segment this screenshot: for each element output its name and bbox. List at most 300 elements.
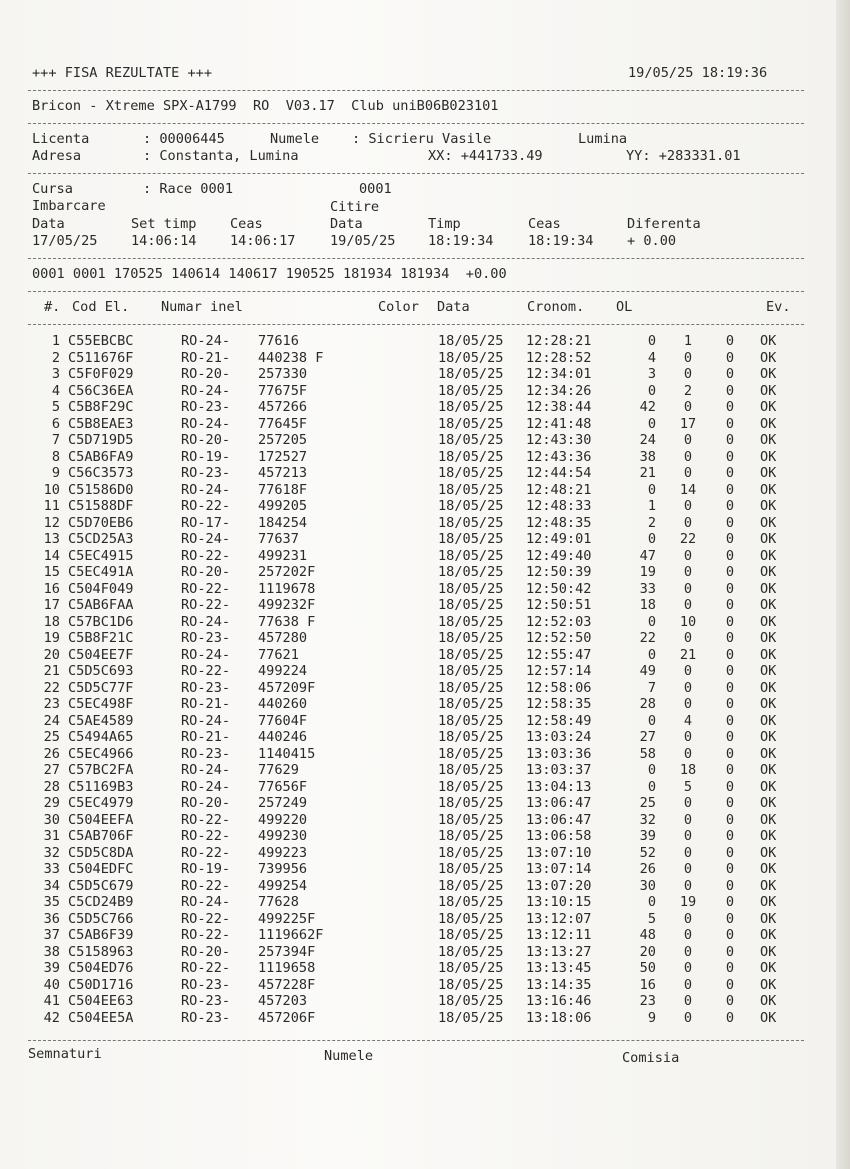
cell-ev: OK — [760, 399, 777, 415]
table-row — [0, 498, 850, 515]
cell-ring-number: 457228F — [258, 976, 316, 993]
cell-ol-a: 1 — [647, 498, 656, 514]
citire-label: Citire — [330, 199, 380, 215]
cell-ring-number: 457209F — [258, 679, 316, 696]
table-row — [0, 630, 850, 647]
cell-ring-prefix: RO-20- — [181, 795, 231, 811]
table-row — [0, 581, 850, 598]
cell-num: 37 — [43, 927, 60, 943]
cell-ol-c: 0 — [725, 415, 735, 432]
cell-ev: OK — [760, 333, 777, 349]
cell-ring-number: 77618F — [258, 481, 308, 498]
divider — [28, 123, 804, 124]
cell-ring-prefix: RO-20- — [181, 564, 231, 580]
table-row — [0, 416, 850, 433]
cell-ev: OK — [760, 580, 777, 597]
cell-ring-number: 257202F — [258, 564, 316, 580]
cell-ol-a: 0 — [647, 613, 656, 630]
th-cod: Cod El. — [72, 299, 130, 315]
th-cronom: Cronom. — [527, 299, 585, 315]
cell-date: 18/05/25 — [438, 877, 504, 894]
cell-ring-prefix: RO-22- — [181, 927, 231, 943]
cell-ev: OK — [760, 547, 777, 564]
val-timp: 18:19:34 — [428, 233, 494, 249]
cursa-value: : Race 0001 — [143, 181, 234, 197]
cell-time: 13:14:35 — [526, 976, 592, 993]
cell-ol-b: 0 — [683, 1009, 693, 1026]
cell-time: 13:04:13 — [526, 778, 592, 795]
cell-ol-c: 0 — [725, 729, 735, 745]
cell-date: 18/05/25 — [438, 762, 504, 778]
cell-num: 19 — [43, 630, 60, 646]
cell-date: 18/05/25 — [438, 663, 504, 679]
cell-ring-prefix: RO-22- — [181, 663, 231, 679]
cell-ol-c: 0 — [725, 795, 735, 811]
cell-ol-b: 0 — [683, 795, 693, 811]
cell-ring-prefix: RO-19- — [181, 861, 231, 877]
cell-cod: C51586D0 — [68, 481, 134, 498]
cell-ring-number: 77638 F — [258, 613, 316, 630]
cell-cod: C5B8F29C — [68, 399, 134, 415]
cell-date: 18/05/25 — [438, 547, 504, 564]
cell-ol-c: 0 — [725, 811, 735, 828]
table-row — [0, 729, 850, 746]
cell-cod: C504F049 — [68, 580, 134, 597]
divider — [28, 324, 804, 325]
sheet-title: +++ FISA REZULTATE +++ — [32, 65, 213, 81]
cell-ring-number: 499220 — [258, 811, 308, 828]
cell-cod: C51588DF — [68, 498, 134, 514]
cell-cod: C504EE63 — [68, 993, 134, 1009]
cell-ring-prefix: RO-24- — [181, 894, 231, 910]
cell-ol-c: 0 — [725, 481, 735, 498]
cell-ev: OK — [760, 415, 777, 432]
cell-cod: C5AB6F39 — [68, 927, 134, 943]
cell-cod: C50D1716 — [68, 976, 134, 993]
table-row — [0, 762, 850, 779]
cell-ring-number: 499232F — [258, 597, 316, 613]
cell-date: 18/05/25 — [438, 399, 504, 415]
cell-ring-prefix: RO-20- — [181, 943, 231, 960]
cell-num: 25 — [43, 729, 60, 745]
cell-ol-c: 0 — [725, 894, 735, 910]
cell-ol-b: 19 — [679, 894, 697, 910]
cell-ev: OK — [760, 679, 777, 696]
cell-time: 12:49:40 — [526, 547, 592, 564]
table-row — [0, 927, 850, 944]
cell-ring-prefix: RO-22- — [181, 960, 231, 976]
cell-ring-number: 257249 — [258, 795, 308, 811]
cell-ol-b: 0 — [683, 448, 693, 465]
cell-ev: OK — [760, 811, 777, 828]
cell-ring-number: 77629 — [258, 762, 299, 778]
cell-num: 26 — [43, 745, 60, 762]
cell-ol-b: 4 — [683, 712, 693, 729]
cell-ol-a: 0 — [647, 894, 656, 910]
cell-ol-b: 0 — [683, 547, 693, 564]
cell-num: 24 — [43, 712, 60, 729]
cell-ol-b: 2 — [683, 382, 693, 399]
cell-ol-c: 0 — [725, 465, 735, 481]
adresa-label: Adresa — [32, 148, 82, 164]
cell-ol-a: 38 — [639, 448, 656, 465]
table-row — [0, 779, 850, 796]
cell-ev: OK — [760, 382, 777, 399]
cell-ev: OK — [760, 564, 777, 580]
cell-date: 18/05/25 — [438, 894, 504, 910]
cell-ring-number: 257205 — [258, 432, 308, 448]
cell-num: 39 — [43, 960, 60, 976]
cell-ol-c: 0 — [725, 448, 735, 465]
table-row — [0, 548, 850, 565]
table-row — [0, 465, 850, 482]
cell-ev: OK — [760, 943, 777, 960]
cell-ev: OK — [760, 762, 777, 778]
cell-time: 12:58:35 — [526, 696, 592, 712]
cell-ol-b: 0 — [683, 432, 693, 448]
cell-date: 18/05/25 — [438, 465, 504, 481]
cell-ring-prefix: RO-22- — [181, 910, 231, 927]
cell-ev: OK — [760, 1009, 777, 1026]
cell-ev: OK — [760, 877, 777, 894]
divider — [28, 173, 804, 174]
cell-ol-b: 0 — [683, 399, 693, 415]
cell-ol-b: 0 — [683, 993, 693, 1009]
cell-ring-number: 77604F — [258, 712, 308, 729]
cell-ev: OK — [760, 531, 777, 547]
cell-ol-b: 0 — [683, 465, 693, 481]
cell-date: 18/05/25 — [438, 1009, 504, 1026]
cell-ol-a: 0 — [647, 415, 656, 432]
cell-date: 18/05/25 — [438, 811, 504, 828]
cell-ol-c: 0 — [725, 976, 735, 993]
cell-time: 12:38:44 — [526, 399, 592, 415]
table-row — [0, 977, 850, 994]
cell-ev: OK — [760, 646, 777, 663]
cell-ol-c: 0 — [725, 844, 735, 861]
cell-ol-b: 0 — [683, 679, 693, 696]
cell-ol-a: 32 — [639, 811, 656, 828]
cell-cod: C5F0F029 — [68, 366, 134, 382]
table-row — [0, 861, 850, 878]
table-row — [0, 746, 850, 763]
cell-date: 18/05/25 — [438, 679, 504, 696]
cell-ev: OK — [760, 349, 777, 366]
cell-date: 18/05/25 — [438, 729, 504, 745]
cell-ev: OK — [760, 927, 777, 943]
cell-num: 28 — [43, 778, 60, 795]
cell-time: 12:52:50 — [526, 630, 592, 646]
cell-ev: OK — [760, 778, 777, 795]
cell-ol-c: 0 — [725, 597, 735, 613]
summary-line: 0001 0001 170525 140614 140617 190525 181934 181934 +0.00 — [32, 266, 507, 282]
semnaturi-label: Semnaturi — [28, 1046, 102, 1062]
th-num: #. — [44, 299, 61, 315]
cell-num: 40 — [43, 976, 60, 993]
cell-ol-c: 0 — [725, 960, 735, 976]
cell-date: 18/05/25 — [438, 861, 504, 877]
table-row — [0, 696, 850, 713]
cell-date: 18/05/25 — [438, 630, 504, 646]
cell-ol-b: 22 — [679, 531, 697, 547]
licenta-value: : 00006445 — [143, 131, 225, 147]
cell-ol-b: 0 — [683, 630, 693, 646]
table-row — [0, 960, 850, 977]
cell-cod: C5D5C77F — [68, 679, 134, 696]
cell-ol-a: 18 — [639, 597, 656, 613]
cell-ring-number: 77656F — [258, 778, 308, 795]
cell-ol-c: 0 — [725, 498, 735, 514]
val-ceas-2: 18:19:34 — [528, 233, 594, 249]
cell-ol-b: 0 — [683, 811, 693, 828]
cell-ring-number: 499223 — [258, 844, 308, 861]
cell-ring-number: 457203 — [258, 993, 308, 1009]
cell-ev: OK — [760, 729, 777, 745]
cell-ol-c: 0 — [725, 745, 735, 762]
cell-ol-a: 4 — [647, 349, 656, 366]
cell-ol-a: 26 — [639, 861, 656, 877]
cell-ol-c: 0 — [725, 646, 735, 663]
cell-time: 13:18:06 — [526, 1009, 592, 1026]
cell-date: 18/05/25 — [438, 432, 504, 448]
cell-ring-prefix: RO-17- — [181, 514, 231, 531]
cell-ev: OK — [760, 960, 777, 976]
cell-ol-c: 0 — [725, 943, 735, 960]
cell-cod: C5CD24B9 — [68, 894, 134, 910]
cell-ol-a: 33 — [639, 580, 656, 597]
cell-ol-c: 0 — [725, 531, 735, 547]
col-data-1: Data — [32, 216, 65, 232]
cell-time: 13:06:47 — [526, 795, 592, 811]
cell-ol-c: 0 — [725, 564, 735, 580]
th-color: Color — [378, 299, 419, 315]
cell-cod: C504EE7F — [68, 646, 134, 663]
cell-ev: OK — [760, 745, 777, 762]
cell-ring-number: 77637 — [258, 531, 299, 547]
table-row — [0, 944, 850, 961]
cell-date: 18/05/25 — [438, 580, 504, 597]
cell-ol-c: 0 — [725, 877, 735, 894]
cell-ol-b: 0 — [683, 927, 693, 943]
cell-ol-a: 47 — [639, 547, 656, 564]
cell-cod: C51169B3 — [68, 778, 134, 795]
table-row — [0, 795, 850, 812]
cell-num: 38 — [43, 943, 60, 960]
cell-ring-prefix: RO-21- — [181, 349, 231, 366]
cell-ring-number: 440238 F — [258, 349, 324, 366]
cell-ol-a: 42 — [639, 399, 656, 415]
cell-time: 13:16:46 — [526, 993, 592, 1009]
cell-num: 36 — [43, 910, 60, 927]
cell-time: 13:06:58 — [526, 828, 592, 844]
cell-ol-c: 0 — [725, 547, 735, 564]
cell-ol-c: 0 — [725, 432, 735, 448]
cell-date: 18/05/25 — [438, 910, 504, 927]
cell-num: 30 — [43, 811, 60, 828]
cell-ol-b: 0 — [683, 910, 693, 927]
cell-ring-number: 739956 — [258, 861, 308, 877]
table-row — [0, 845, 850, 862]
table-row — [0, 366, 850, 383]
cell-ring-prefix: RO-19- — [181, 448, 231, 465]
cell-ring-number: 499231 — [258, 547, 308, 564]
cell-ev: OK — [760, 514, 777, 531]
numele-footer-label: Numele — [324, 1048, 374, 1064]
cell-cod: C56C3573 — [68, 465, 134, 481]
cell-num: 17 — [43, 597, 60, 613]
adresa-value: : Constanta, Lumina — [143, 148, 299, 164]
cell-ring-prefix: RO-22- — [181, 547, 231, 564]
cell-ol-c: 0 — [725, 630, 735, 646]
cell-date: 18/05/25 — [438, 943, 504, 960]
table-row — [0, 647, 850, 664]
th-data: Data — [437, 299, 470, 315]
cell-cod: C5AB6FA9 — [68, 448, 134, 465]
cell-ring-number: 499254 — [258, 877, 308, 894]
cell-ring-number: 1119658 — [258, 960, 316, 976]
cell-time: 13:03:24 — [526, 729, 592, 745]
cell-ol-c: 0 — [725, 613, 735, 630]
cell-ol-a: 0 — [647, 481, 656, 498]
cell-date: 18/05/25 — [438, 993, 504, 1009]
cell-ol-c: 0 — [725, 861, 735, 877]
cell-cod: C5D70EB6 — [68, 514, 134, 531]
cell-time: 13:03:36 — [526, 745, 592, 762]
cell-cod: C504ED76 — [68, 960, 134, 976]
cell-ring-number: 440246 — [258, 729, 308, 745]
cell-ol-b: 0 — [683, 514, 693, 531]
cell-ol-c: 0 — [725, 382, 735, 399]
cell-ring-prefix: RO-22- — [181, 597, 231, 613]
cell-ol-b: 5 — [683, 778, 693, 795]
cell-ol-c: 0 — [725, 762, 735, 778]
cell-time: 13:13:45 — [526, 960, 592, 976]
cell-time: 12:50:42 — [526, 580, 592, 597]
cell-date: 18/05/25 — [438, 976, 504, 993]
cell-time: 13:07:10 — [526, 844, 592, 861]
divider — [28, 258, 804, 259]
table-row — [0, 713, 850, 730]
cell-num: 14 — [43, 547, 60, 564]
cell-date: 18/05/25 — [438, 597, 504, 613]
val-diferenta: + 0.00 — [627, 233, 677, 249]
cell-cod: C57BC2FA — [68, 762, 134, 778]
cell-ev: OK — [760, 828, 777, 844]
comisia-label: Comisia — [622, 1050, 680, 1066]
cell-time: 12:52:03 — [526, 613, 592, 630]
cell-date: 18/05/25 — [438, 531, 504, 547]
cell-ev: OK — [760, 481, 777, 498]
table-row — [0, 597, 850, 614]
cell-cod: C5EC491A — [68, 564, 134, 580]
cell-ring-prefix: RO-22- — [181, 877, 231, 894]
cell-ol-c: 0 — [725, 663, 735, 679]
cell-ring-prefix: RO-22- — [181, 580, 231, 597]
cell-ol-a: 27 — [639, 729, 656, 745]
cell-ev: OK — [760, 465, 777, 481]
cell-ring-prefix: RO-24- — [181, 531, 231, 547]
cell-num: 3 — [51, 366, 60, 382]
cell-time: 13:12:11 — [526, 927, 592, 943]
cell-time: 13:10:15 — [526, 894, 592, 910]
cell-cod: C57BC1D6 — [68, 613, 134, 630]
cell-cod: C5AB6FAA — [68, 597, 134, 613]
cell-ol-a: 19 — [639, 564, 656, 580]
cell-ring-number: 77628 — [258, 894, 299, 910]
cell-cod: C5EC4979 — [68, 795, 134, 811]
table-row — [0, 449, 850, 466]
cell-ring-prefix: RO-22- — [181, 811, 231, 828]
cell-ol-a: 7 — [647, 679, 656, 696]
licenta-label: Licenta — [32, 131, 90, 147]
cell-ring-prefix: RO-21- — [181, 696, 231, 712]
cell-ol-a: 0 — [647, 333, 656, 349]
cell-num: 1 — [51, 333, 60, 349]
cell-date: 18/05/25 — [438, 844, 504, 861]
cell-ring-number: 499230 — [258, 828, 308, 844]
cell-ev: OK — [760, 613, 777, 630]
cell-date: 18/05/25 — [438, 366, 504, 382]
cell-num: 42 — [43, 1009, 60, 1026]
cell-ol-b: 17 — [679, 415, 697, 432]
cell-ol-a: 48 — [639, 927, 656, 943]
device-info: Bricon - Xtreme SPX-A1799 RO V03.17 Club uniB06B023101 — [32, 98, 499, 114]
cell-ring-prefix: RO-22- — [181, 498, 231, 514]
cell-ol-a: 0 — [647, 762, 656, 778]
cell-ol-c: 0 — [725, 778, 735, 795]
cell-ring-prefix: RO-24- — [181, 646, 231, 663]
cell-cod: C5494A65 — [68, 729, 134, 745]
cell-ol-a: 52 — [639, 844, 656, 861]
cell-ring-prefix: RO-23- — [181, 1009, 231, 1026]
cell-date: 18/05/25 — [438, 778, 504, 795]
cell-ev: OK — [760, 844, 777, 861]
cell-ev: OK — [760, 993, 777, 1009]
cell-time: 12:49:01 — [526, 531, 592, 547]
cell-time: 12:43:30 — [526, 432, 592, 448]
table-row — [0, 614, 850, 631]
cell-time: 12:34:01 — [526, 366, 592, 382]
cell-ev: OK — [760, 861, 777, 877]
col-ceas-2: Ceas — [528, 216, 561, 232]
cell-ol-c: 0 — [725, 993, 735, 1009]
cell-cod: C5AE4589 — [68, 712, 134, 729]
cell-ring-prefix: RO-23- — [181, 630, 231, 646]
cell-date: 18/05/25 — [438, 927, 504, 943]
cell-time: 12:57:14 — [526, 663, 592, 679]
cell-cod: C504EEFA — [68, 811, 134, 828]
cell-cod: C5D5C766 — [68, 910, 134, 927]
cell-ring-number: 457206F — [258, 1009, 316, 1026]
cell-date: 18/05/25 — [438, 613, 504, 630]
table-row — [0, 680, 850, 697]
table-row — [0, 432, 850, 449]
coord-xx: XX: +441733.49 — [428, 148, 543, 164]
cell-cod: C511676F — [68, 349, 134, 366]
cell-cod: C5D5C8DA — [68, 844, 134, 861]
cell-ring-prefix: RO-23- — [181, 465, 231, 481]
table-row — [0, 531, 850, 548]
cell-ol-b: 0 — [683, 663, 693, 679]
cell-num: 8 — [51, 448, 60, 465]
table-row — [0, 399, 850, 416]
cell-ol-a: 2 — [647, 514, 656, 531]
cell-ring-prefix: RO-23- — [181, 993, 231, 1009]
cell-ol-b: 0 — [683, 696, 693, 712]
cell-ol-b: 21 — [679, 646, 697, 663]
th-ol: OL — [616, 299, 633, 315]
race-code: 0001 — [359, 181, 392, 197]
